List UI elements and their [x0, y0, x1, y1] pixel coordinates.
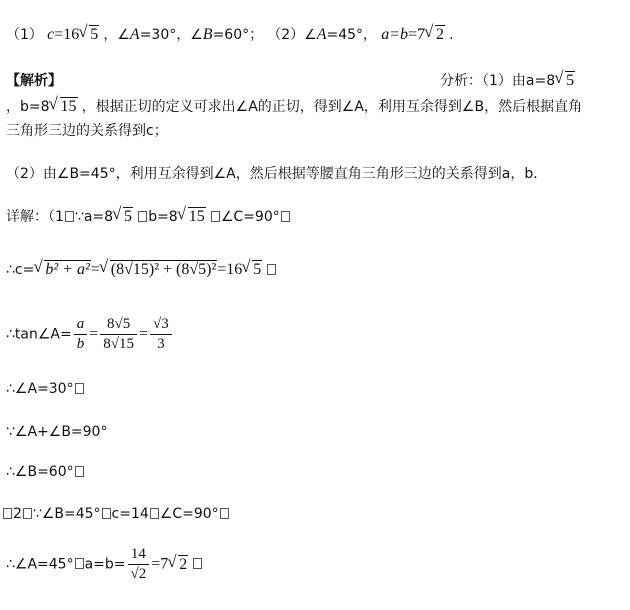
a2-variable: A: [316, 26, 327, 43]
solution-l7-text: ∵∠B=45°: [32, 506, 101, 522]
analysis-header: [6, 70, 62, 90]
solution-l2-result-sqrt: √ 5: [243, 260, 262, 279]
solution-line-4: [6, 381, 85, 397]
solution-l7-end: ∠C=90°: [159, 506, 219, 522]
analysis-intro-sqrt: √ 5: [556, 71, 575, 90]
solution-l8-mid: a=b=: [84, 556, 126, 573]
part1-label: （1）: [6, 27, 43, 43]
solution-l1-sqrt1: √ 5: [114, 207, 133, 226]
solution-l2-result: =16: [217, 261, 243, 278]
ab-sqrt: √ 2: [426, 25, 445, 44]
solution-line-2: [6, 260, 277, 279]
analysis-line2-sqrt: √ 15: [51, 97, 78, 116]
ab-equals: =7: [408, 26, 426, 43]
fraction-14-over-sqrt2: $\frac{14}{√2}$: [128, 546, 150, 583]
missing-glyph-icon: [150, 508, 159, 519]
solution-l6-text: ∴∠B=60°: [6, 464, 74, 480]
solution-l2-sqrt-big: √ (8√15)² + (8√5)²: [101, 260, 218, 279]
missing-glyph-icon: [23, 508, 32, 519]
end-dot: .: [449, 27, 454, 43]
solution-l3-eq2: =: [138, 325, 149, 343]
analysis-line3-text: 三角形三边的关系得到c；: [6, 123, 168, 139]
fraction-sqrt3-over-3: $\frac{√3}{3}$: [150, 316, 172, 353]
solution-l5-text: ∵∠A+∠B=90°: [6, 424, 108, 440]
solution-line-3: [6, 316, 174, 353]
analysis-line2-text: ，根据正切的定义可求出∠A的正切，得到∠A，利用互余得到∠B，然后根据直角: [81, 99, 583, 115]
ab-variable: a=b: [381, 26, 408, 43]
missing-glyph-icon: [102, 508, 111, 519]
c-sqrt: √ 5: [80, 25, 99, 44]
missing-glyph-icon: [3, 508, 12, 519]
angle-a-prefix: ，∠: [103, 27, 130, 43]
analysis-line-4: [6, 163, 547, 183]
solution-l7-mid: c=14: [111, 506, 149, 522]
c-equals: =16: [54, 26, 80, 43]
missing-glyph-icon: [138, 211, 147, 222]
a-variable: A: [129, 26, 140, 43]
fraction-8sqrt5-over-8sqrt15: $\frac{8√5}{8√15}$: [100, 316, 137, 353]
solution-line-7: [2, 506, 230, 522]
missing-glyph-icon: [75, 383, 84, 394]
solution-line-1: [6, 206, 291, 226]
b-variable: B: [202, 26, 213, 43]
solution-l2-eq: =: [90, 261, 100, 278]
solution-l1-prefix: 详解：（1: [6, 209, 64, 225]
question-line: [6, 24, 454, 44]
solution-l3-prefix: ∴tan∠A=: [6, 326, 72, 343]
solution-line-5: [6, 424, 107, 440]
solution-l8-result: =7: [151, 555, 169, 573]
c-variable: c: [47, 26, 55, 43]
missing-glyph-icon: [211, 211, 220, 222]
missing-glyph-icon: [65, 211, 74, 222]
solution-l1-end: ∠C=90°: [220, 209, 280, 225]
solution-line-8: [6, 546, 203, 583]
solution-l1-mid: b=8: [148, 209, 178, 225]
solution-l8-result-sqrt: √ 2: [169, 555, 188, 574]
analysis-line2-prefix: ，b=8: [6, 99, 50, 115]
fraction-a-over-b: $\frac{a}{b}$: [74, 316, 88, 353]
solution-l8-prefix: ∴∠A=45°: [6, 556, 74, 573]
missing-glyph-icon: [220, 508, 229, 519]
solution-l2-prefix: ∴c=: [6, 262, 35, 278]
part2-label: （2）∠: [267, 27, 317, 43]
missing-glyph-icon: [75, 558, 84, 569]
solution-l7-part: 2: [13, 506, 22, 522]
analysis-intro-text: 分析：（1）由a=8: [440, 73, 556, 89]
angle-a-value: =30°，∠: [139, 27, 203, 43]
analysis-title: 【解析】: [6, 73, 62, 89]
analysis-line-2: [6, 96, 582, 116]
missing-glyph-icon: [281, 211, 290, 222]
solution-l1-sqrt2: √ 15: [179, 207, 206, 226]
missing-glyph-icon: [75, 466, 84, 477]
missing-glyph-icon: [193, 558, 202, 569]
solution-l4-text: ∴∠A=30°: [6, 381, 74, 397]
solution-line-6: [6, 464, 85, 480]
angle-a2-value: =45°，: [326, 27, 378, 43]
analysis-intro: [440, 70, 575, 90]
analysis-line-3: [6, 120, 168, 140]
solution-l2-sqrt: √ b² + a²: [35, 260, 90, 279]
analysis-line4-text: （2）由∠B=45°，利用互余得到∠A，然后根据等腰直角三角形三边的关系得到a，b．: [6, 166, 548, 182]
angle-b-value: =60°；: [212, 27, 264, 43]
missing-glyph-icon: [267, 264, 276, 275]
solution-l1-text: ∵a=8: [74, 209, 114, 225]
solution-l3-eq1: =: [89, 325, 99, 343]
